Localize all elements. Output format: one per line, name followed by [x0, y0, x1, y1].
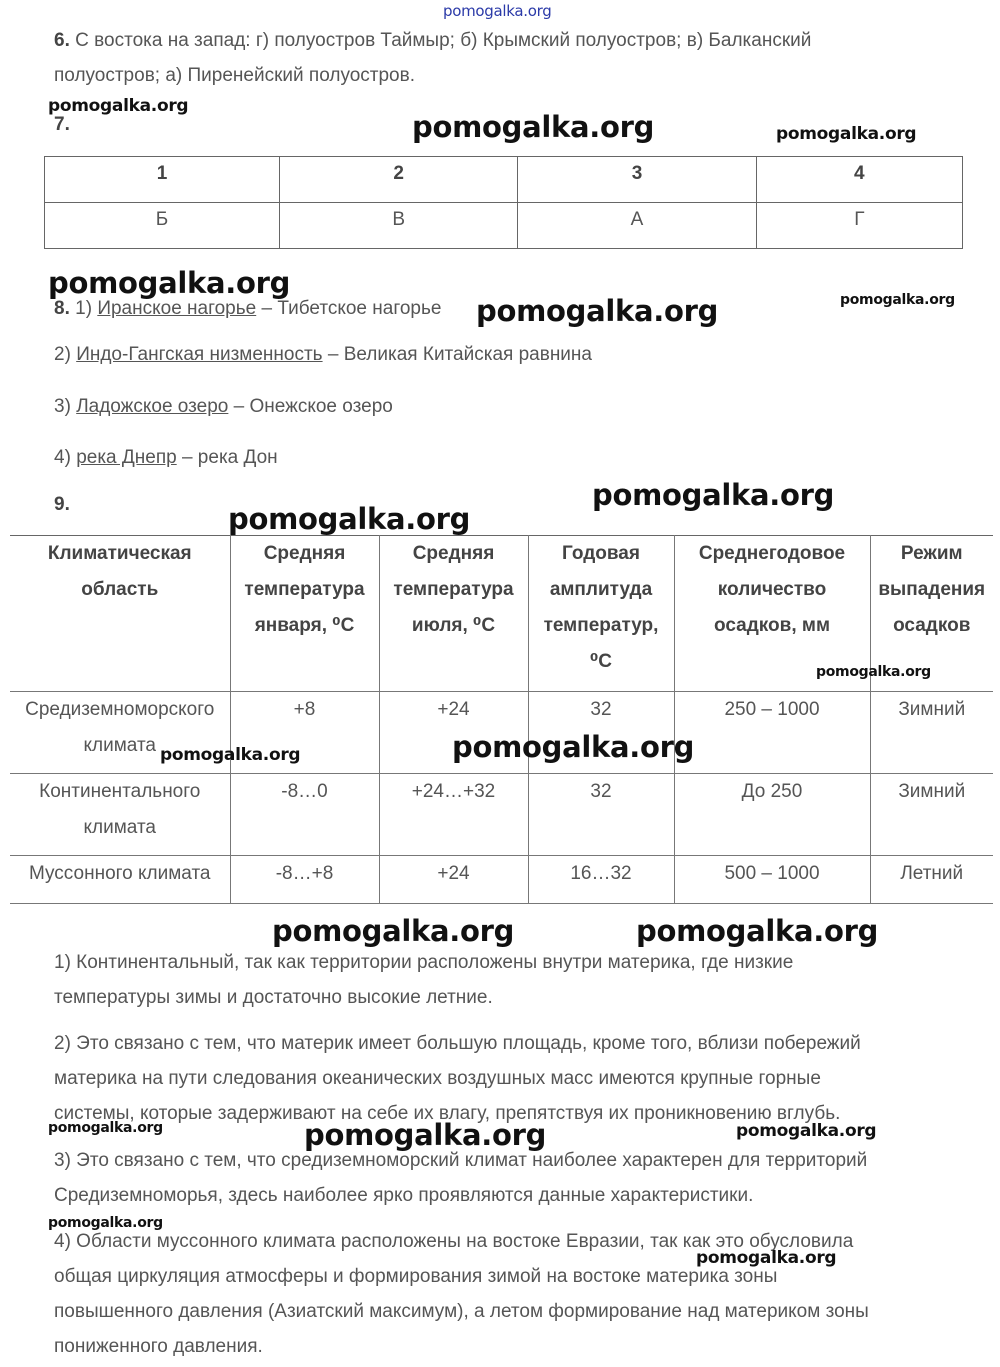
q9-cell: +8	[230, 692, 379, 774]
q7-header-3: 3	[518, 157, 756, 203]
q9-header-amplitude: Годовая амплитуда температур, ⁰С	[528, 536, 674, 692]
watermark: pomogalka.org	[840, 292, 955, 308]
q8-item-1-underlined: Иранское нагорье	[97, 298, 257, 319]
q8-item-4-prefix: 4)	[54, 447, 77, 468]
q7-header-4: 4	[756, 157, 962, 203]
q9-cell: Континентального климата	[10, 774, 230, 856]
q7-header-row	[45, 157, 963, 203]
q9-cell: +24	[379, 692, 528, 774]
watermark: pomogalka.org	[776, 124, 917, 144]
q7-header-2: 2	[280, 157, 518, 203]
q8-item-3-rest: – Онежское озеро	[228, 396, 393, 417]
q9-cell: Зимний	[870, 692, 993, 774]
q8-item-2-underlined: Индо-Гангская низменность	[76, 344, 323, 365]
watermark: pomogalka.org	[160, 745, 301, 765]
q9-cell: 32	[528, 774, 674, 856]
q7-number: 7.	[54, 114, 70, 135]
table-row	[10, 774, 993, 856]
q9-header-jul-temp: Средняя температура июля, ⁰С	[379, 536, 528, 692]
answer-2-line3: системы, которые задерживают на себе их влагу, препятствуя их проникновению вглубь.	[54, 1103, 841, 1124]
q9-cell: -8…0	[230, 774, 379, 856]
q8-item-4	[54, 447, 278, 469]
q9-header-jan-temp: Средняя температура января, ⁰С	[230, 536, 379, 692]
q9-header-regime: Режим выпадения осадков	[870, 536, 993, 692]
table-row	[10, 856, 993, 904]
watermark: pomogalka.org	[736, 1121, 877, 1141]
q7-answer-2: В	[280, 203, 518, 249]
watermark: pomogalka.org	[228, 502, 471, 536]
q9-number: 9.	[54, 494, 70, 515]
q9-cell: 250 – 1000	[674, 692, 870, 774]
q6-line2: полуостров; а) Пиренейский полуостров.	[54, 65, 415, 86]
q9-cell: 32	[528, 692, 674, 774]
q6-line1	[54, 30, 811, 52]
q9-header-region: Климатическая область	[10, 536, 230, 692]
q6-text1: С востока на запад: г) полуостров Таймыр; б) Крымский полуостров; в) Балканский	[69, 30, 812, 51]
q9-cell: +24	[379, 856, 528, 904]
q7-answer-row	[45, 203, 963, 249]
answer-1-line2: температуры зимы и достаточно высокие летние.	[54, 987, 493, 1008]
q8-item-3	[54, 396, 393, 418]
q8-item-2	[54, 344, 592, 366]
answer-4-line3: повышенного давления (Азиатский максимум), а летом формирование над материком зоны	[54, 1301, 869, 1322]
q9-cell: 500 – 1000	[674, 856, 870, 904]
answer-2-line1: 2) Это связано с тем, что материк имеет большую площадь, кроме того, вблизи побережий	[54, 1033, 861, 1054]
watermark: pomogalka.org	[636, 914, 879, 948]
answer-1-line1: 1) Континентальный, так как территории расположены внутри материка, где низкие	[54, 952, 794, 973]
q9-cell: Муссонного климата	[10, 856, 230, 904]
watermark: pomogalka.org	[48, 1215, 163, 1231]
watermark: pomogalka.org	[412, 110, 655, 144]
watermark: pomogalka.org	[48, 96, 189, 116]
q7-answer-3: А	[518, 203, 756, 249]
q9-cell: +24…+32	[379, 774, 528, 856]
q6-number: 6.	[54, 30, 70, 51]
q8-number: 8.	[54, 298, 70, 319]
answer-3-line2: Средиземноморья, здесь наиболее ярко проявляются данные характеристики.	[54, 1185, 754, 1206]
q7-header-1: 1	[45, 157, 280, 203]
q8-item-1-prefix: 1)	[69, 298, 98, 319]
q9-cell: Зимний	[870, 774, 993, 856]
q9-cell: -8…+8	[230, 856, 379, 904]
answer-4-line1: 4) Области муссонного климата расположены на востоке Евразии, так как это обусловила	[54, 1231, 854, 1252]
watermark-top: pomogalka.org	[443, 2, 552, 20]
answer-2-line2: материка на пути следования океанических воздушных масс имеются крупные горные	[54, 1068, 821, 1089]
q8-item-1-rest: – Тибетское нагорье	[256, 298, 442, 319]
watermark: pomogalka.org	[452, 730, 695, 764]
q8-item-2-prefix: 2)	[54, 344, 77, 365]
watermark: pomogalka.org	[592, 478, 835, 512]
watermark: pomogalka.org	[476, 294, 719, 328]
watermark: pomogalka.org	[48, 266, 291, 300]
q8-item-2-rest: – Великая Китайская равнина	[322, 344, 592, 365]
q8-item-4-underlined: река Днепр	[76, 447, 177, 468]
q7-answer-1: Б	[45, 203, 280, 249]
watermark: pomogalka.org	[272, 914, 515, 948]
q8-item-3-prefix: 3)	[54, 396, 77, 417]
answer-4-line4: пониженного давления.	[54, 1336, 263, 1357]
q8-item-4-rest: – река Дон	[176, 447, 278, 468]
watermark: pomogalka.org	[816, 664, 931, 680]
q9-table	[10, 535, 993, 904]
answer-4-line2: общая циркуляция атмосферы и формирования зимой на востоке материка зоны	[54, 1266, 778, 1287]
q7-answer-4: Г	[756, 203, 962, 249]
q9-cell: 16…32	[528, 856, 674, 904]
watermark: pomogalka.org	[696, 1248, 837, 1268]
q9-cell: Летний	[870, 856, 993, 904]
q9-cell: Средиземноморского климата	[10, 692, 230, 774]
q8-item-3-underlined: Ладожское озеро	[76, 396, 229, 417]
watermark: pomogalka.org	[304, 1118, 547, 1152]
answer-3-line1: 3) Это связано с тем, что средиземноморский климат наиболее характерен для территорий	[54, 1150, 868, 1171]
q9-cell: До 250	[674, 774, 870, 856]
q8-item-1	[54, 298, 441, 320]
watermark: pomogalka.org	[48, 1120, 163, 1136]
q9-header-precipitation: Среднегодовое количество осадков, мм	[674, 536, 870, 692]
q7-table	[44, 156, 963, 249]
